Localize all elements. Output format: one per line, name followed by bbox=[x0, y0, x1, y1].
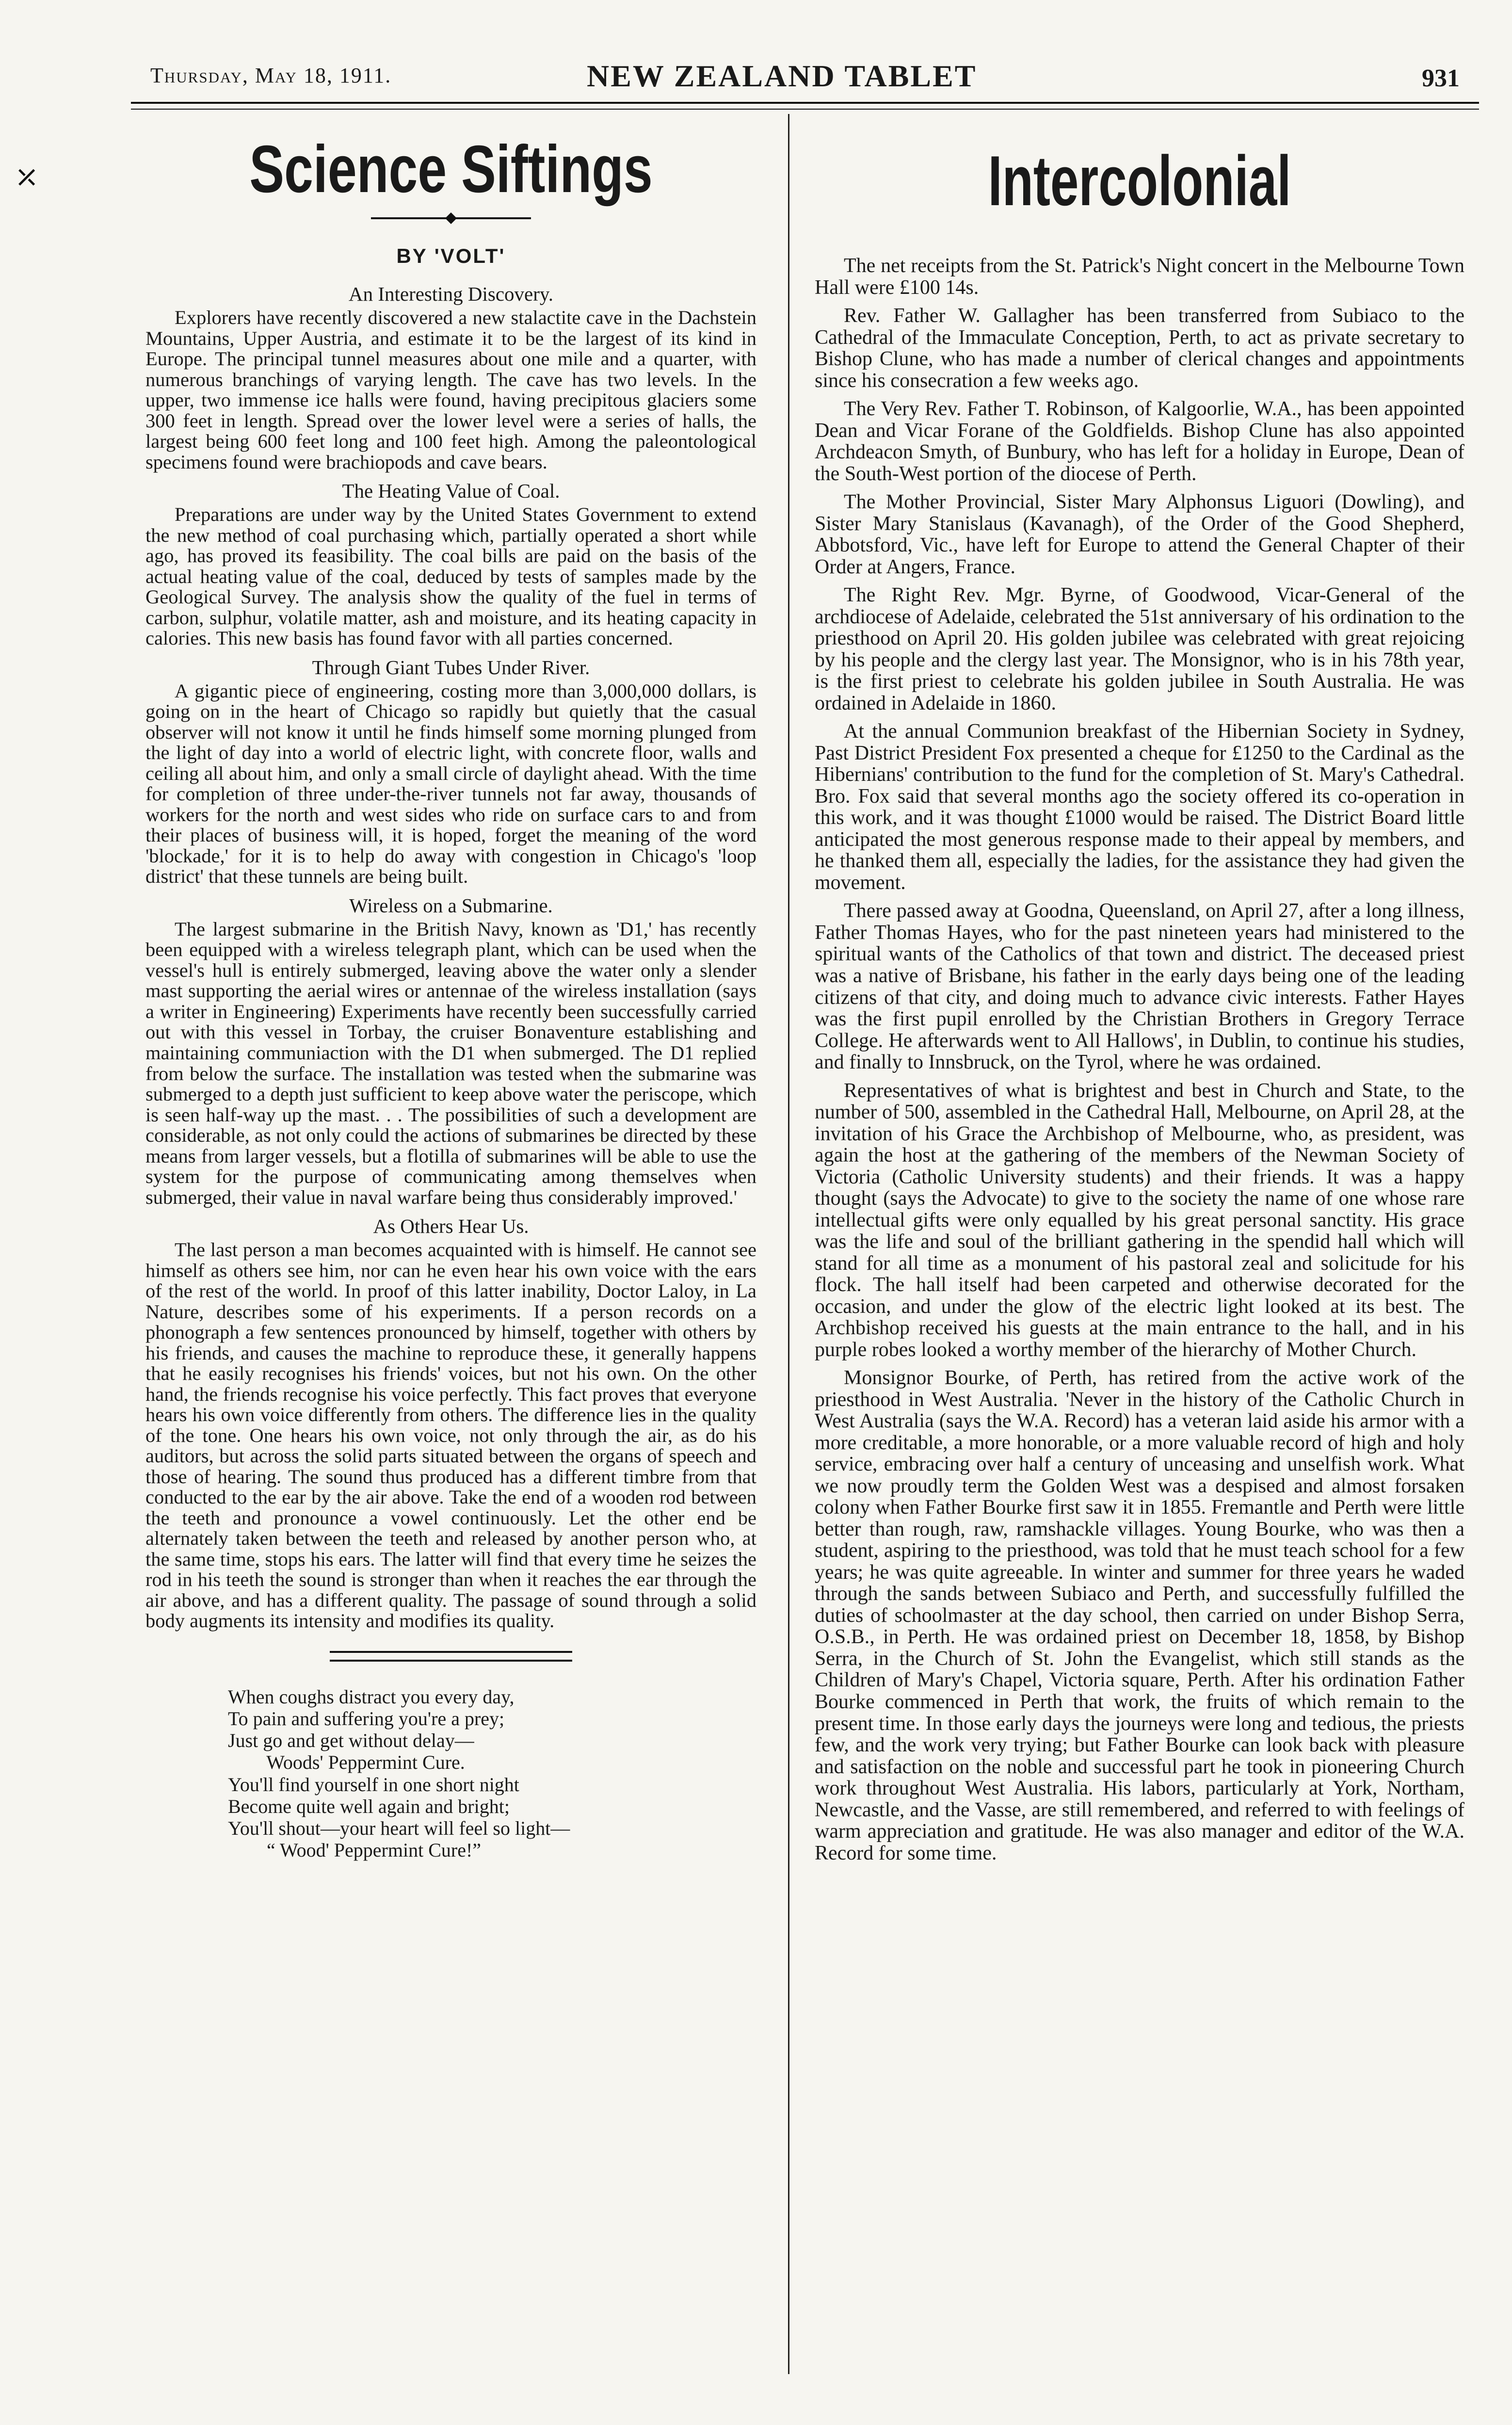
news-paragraph: Representatives of what is brightest and best in Church and State, to the number of 500, assembled in the Cathedral Hall, Melbourne, on April 28, at the invitation of his Grace the Archbishop of Melbourne, who, as president, was again the host at the gathering of the members of the Newman Society of Victoria (Catholic University students) and their friends. It was a happy thought (says the Advocate) to give to the society the name of one whose rare intellectual gifts were only equalled by his great personal sanctity. His grace was the life and soul of the brilliant gathering in the spendid hall which will stand for all time as a monument of his pastoral zeal and solicitude for his flock. The hall itself had been carpeted and otherwise decorated for the occasion, and under the glow of the electric light looked at its best. The Archbishop received his guests at the main entrance to the hall, and in his purple robes looked a worthy member of the hierarchy of Mother Church. bbox=[815, 1079, 1464, 1361]
header-rule bbox=[131, 102, 1479, 110]
verse-line: You'll shout—your heart will feel so light— bbox=[228, 1817, 570, 1840]
news-paragraph: There passed away at Goodna, Queensland, on April 27, after a long illness, Father Thomas Hayes, who for the past nineteen years had ministered to the spiritual wants of the Catholics of that town and district. The deceased priest was a native of Brisbane, his father in the early days being one of the leading citizens of that city, and doing much to advance civic interests. Father Hayes was the first pupil enrolled by the Christian Brothers in Gregory Terrace College. He afterwards went to All Hallows', in Dublin, to continue his studies, and finally to Innsbruck, on the Tyrol, where he was ordained. bbox=[815, 900, 1464, 1074]
publication-title: NEW ZEALAND TABLET bbox=[587, 59, 977, 93]
article-paragraph: Preparations are under way by the United States Government to extend the new method of coal purchasing which, partially operated a short while ago, has proved its feasibility. The coal bills are paid on the basis of the actual heating value of the coal, deduced by tests of samples made by the Geological Survey. The analysis show the quality of the fuel in terms of carbon, sulphur, volatile matter, ash and moisture, and its heating capacity in calories. This new basis has found favor with all parties concerned. bbox=[145, 503, 756, 649]
verse-line: “ Wood' Peppermint Cure!” bbox=[228, 1839, 482, 1861]
article-paragraph: Explorers have recently discovered a new stalactite cave in the Dachstein Mountains, Upper Austria, and estimate it to be the largest of its kind in Europe. The principal tunnel measures about one mile and a quarter, with numerous branchings of varying length. The cave has two levels. In the upper, two immense ice halls were found, having precipitous glaciers some 300 feet in length. Spread over the lower level were a series of halls, the largest being 600 feet long and 100 feet high. Among the paleontological specimens found were brachiopods and cave bears. bbox=[145, 307, 756, 473]
article-paragraph: The last person a man becomes acquainted with is himself. He cannot see himself as others see him, nor can he even hear his own voice with the ears of the rest of the world. In proof of this latter inability, Doctor Laloy, in La Nature, describes some of his experiments. If a person records on a phonograph a few sentences pronounced by himself, together with others by his friends, and causes the machine to reproduce these, it generally happens that he easily recognises his friends' voices, but not his own. On the other hand, the friends recognise his voice perfectly. This fact proves that everyone hears his own voice differently from others. The difference lies in the quality of the tone. One hears his own voice, not only through the air, as do his auditors, but across the solid parts situated between the organs of speech and those of hearing. The sound thus produced has a different timbre from that conducted to the ear by the air above. Take the end of a wooden rod between the teeth and pronounce a vowel continuously. Let the other end be alternately taken between the teeth and released by another person who, at the same time, stops his ears. The latter will find that every time he seizes the rod in his teeth the sound is stronger than when it reaches the ear through the air above, and has a different quality. The passage of sound through a solid body augments its intensity and modifies its quality. bbox=[145, 1239, 756, 1632]
article-heading: The Heating Value of Coal. bbox=[342, 480, 560, 502]
article-heading: Wireless on a Submarine. bbox=[349, 894, 553, 917]
left-column bbox=[145, 121, 756, 1861]
issue-date: Thursday, May 18, 1911. bbox=[150, 64, 392, 87]
verse-line: Just go and get without delay— bbox=[228, 1730, 474, 1752]
article-paragraph: The largest submarine in the British Navy, known as 'D1,' has recently been equipped with a wireless telegraph plant, which can be used when the vessel's hull is entirely submerged, leaving above the water only a slender mast supporting the aerial wires or antennae of the wireless installation (says a writer in Engineering) Experiments have recently been successfully carried out with this vessel in Torbay, the cruiser Bonaventure establishing and maintaining communiaction with the D1 when submerged. The D1 replied from below the surface. The installation was tested when the submarine was submerged to a depth just sufficient to keep above water the periscope, which is seen half-way up the mast. . . The possibilities of such a development are considerable, as not only could the actions of submarines be directed by these means from larger vessels, but a flotilla of submarines will be able to use the system for the purpose of communicating among themselves when submerged, their value in naval warfare being thus considerably improved.' bbox=[145, 918, 756, 1208]
verse-line: Woods' Peppermint Cure. bbox=[228, 1751, 465, 1774]
news-paragraph: Monsignor Bourke, of Perth, has retired from the active work of the priesthood in West Australia. 'Never in the history of the Catholic Church in West Australia (says the W.A. Record) has a veteran laid aside his armor with a more creditable, a more honorable, or a more valuable record of high and holy service, embracing over half a century of unceasing and unselfish work. What we now proudly term the Golden West was a despised and almost forsaken colony when Father Bourke first saw it in 1855. Fremantle and Perth were little better than rough, raw, ramshackle villages. Young Bourke, who was then a student, aspiring to the priesthood, was told that he must teach school for a few years; he was quite agreeable. In winter and summer for three years he waded through the sands between Subiaco and Perth, and successfully fulfilled the duties of schoolmaster at the day school, then carried on under Bishop Serra, O.S.B., in Perth. He was ordained priest on December 18, 1858, by Bishop Serra, in the Church of St. John the Evangelist, which still stands as the Children of Mary's Chapel, Victoria square, Perth. After his ordination Father Bourke commenced in Perth that work, the fruits of which remain to the present time. In those early days the journeys were long and tedious, the priests few, and the work very trying; but Father Bourke can look back with pleasure and satisfaction on the noble and successful part he took in pioneering Church work throughout West Australia. His labors, particularly at York, Northam, Newcastle, and the Vasse, are still remembered, and referred to with feelings of warm appreciation and gratitude. He was also manager and editor of the W.A. Record for some time. bbox=[815, 1367, 1464, 1864]
section-divider bbox=[330, 1651, 572, 1662]
verse-line: To pain and suffering you're a prey; bbox=[228, 1708, 505, 1730]
section-title: Science Siftings bbox=[249, 132, 653, 207]
news-paragraph: The Right Rev. Mgr. Byrne, of Goodwood, Vicar-General of the archdiocese of Adelaide, celebrated the 51st anniversary of his ordination to the priesthood on April 20. His golden jubilee was celebrated with great rejoicing by his people and the clergy last year. The Monsignor, who is in his 78th year, is the first priest to celebrate his golden jubilee in South Australia. He was ordained in Adelaide in 1860. bbox=[815, 584, 1464, 714]
news-paragraph: Rev. Father W. Gallagher has been transferred from Subiaco to the Cathedral of the Immaculate Conception, Perth, to act as private secretary to Bishop Clune, who has made a number of clerical changes and appointments since his consecration a few weeks ago. bbox=[815, 305, 1464, 392]
news-paragraph: At the annual Communion breakfast of the Hibernian Society in Sydney, Past District President Fox presented a cheque for £1250 to the Cardinal as the Hibernians' contribution to the fund for the completion of St. Mary's Cathedral. Bro. Fox said that several months ago the society offered its co-operation in this work, and it was thought £1000 would be raised. The District Board little anticipated the most generous response made to their appeal by members, and he thanked them all, especially the ladies, for the assistance they had given the movement. bbox=[815, 720, 1464, 894]
byline: BY 'VOLT' bbox=[396, 244, 506, 267]
news-paragraph: The net receipts from the St. Patrick's Night concert in the Melbourne Town Hall were £100 14s. bbox=[815, 255, 1464, 299]
article-heading: As Others Hear Us. bbox=[373, 1215, 529, 1238]
page-header bbox=[131, 58, 1479, 97]
article-paragraph: A gigantic piece of engineering, costing more than 3,000,000 dollars, is going on in the heart of Chicago so rapidly but quietly that the casual observer will not know it until he finds himself some morning plunged from the light of day into a world of electric light, with concrete floor, walls and ceiling all about him, and only a small circle of daylight ahead. With the time for completion of three under-the-river tunnels not far away, thousands of workers for the north and west sides who ride on surface cars to and from their places of business will, it is hoped, forget the meaning of the word 'blockade,' for it is to help do away with congestion in Chicago's 'loop district' that these tunnels are being built. bbox=[145, 679, 756, 888]
ornament-rule-icon bbox=[371, 211, 531, 225]
verse-line: Become quite well again and bright; bbox=[228, 1795, 510, 1817]
news-paragraph: The Mother Provincial, Sister Mary Alphonsus Liguori (Dowling), and Sister Mary Stanislaus (Kavanagh), of the Order of the Good Shepherd, Abbotsford, Vic., have left for Europe to attend the General Chapter of their Order at Angers, France. bbox=[815, 491, 1464, 578]
margin-mark-icon: ⤫ bbox=[15, 161, 39, 193]
advertisement-verse bbox=[228, 1686, 756, 1861]
verse-line: When coughs distract you every day, bbox=[228, 1685, 515, 1708]
verse-line: You'll find yourself in one short night bbox=[228, 1773, 519, 1795]
article-heading: Through Giant Tubes Under River. bbox=[312, 656, 590, 679]
page-number: 931 bbox=[1422, 65, 1460, 92]
column-divider bbox=[788, 114, 789, 2374]
section-title: Intercolonial bbox=[988, 141, 1291, 220]
article-heading: An Interesting Discovery. bbox=[348, 283, 554, 305]
right-column bbox=[815, 121, 1464, 1871]
news-paragraph: The Very Rev. Father T. Robinson, of Kalgoorlie, W.A., has been appointed Dean and Vicar Forane of the Goldfields. Bishop Clune has also appointed Archdeacon Smyth, of Bunbury, who has left for a holiday in Europe, Dean of the South-West portion of the diocese of Perth. bbox=[815, 398, 1464, 485]
